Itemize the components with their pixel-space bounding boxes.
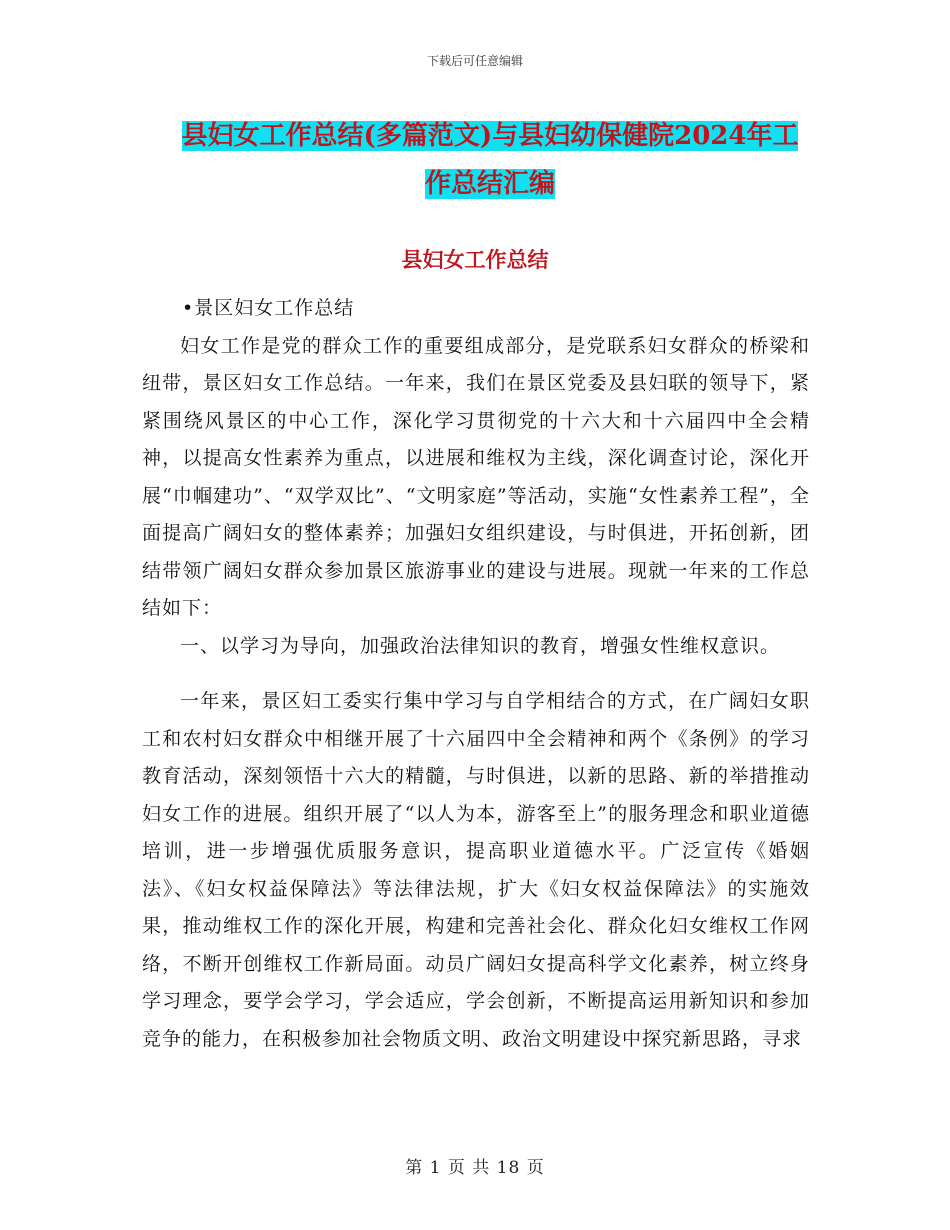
page-footer: 第 1 页 共 18 页 (405, 1158, 545, 1178)
bullet-item: •景区妇女工作总结 (182, 297, 355, 319)
document-body (142, 290, 810, 1058)
title-line-2: 作总结汇编 (424, 169, 555, 199)
paragraph-heading-1: 一、以学习为导向，加强政治法律知识的教育，增强女性维权意识。 (180, 634, 781, 657)
document-title (160, 112, 820, 208)
title-line-1: 县妇女工作总结(多篇范文)与县妇幼保健院2024年工 (181, 121, 799, 151)
paragraph-intro: 妇女工作是党的群众工作的重要组成部分，是党联系妇女群众的桥梁和纽带，景区妇女工作总结。一年来，我们在景区党委及县妇联的领导下，紧紧围绕风景区的中心工作，深化学习贯彻党的十六大和十六届四中全会精神，以提高女性素养为重点，以进展和维权为主线，深化调查讨论，深化开展“巾帼建功”、“双学双比”、“文明家庭”等活动，实施“女性素养工程”，全面提高广阔妇女的整体素养；加强妇女组织建设，与时俱进，开拓创新，团结带领广阔妇女群众参加景区旅游事业的建设与进展。现就一年来的工作总结如下： (142, 334, 810, 619)
header-note: 下载后可任意编辑 (426, 54, 523, 68)
paragraph-body-1: 一年来，景区妇工委实行集中学习与自学相结合的方式，在广阔妇女职工和农村妇女群众中相继开展了十六届四中全会精神和两个《条例》的学习教育活动，深刻领悟十六大的精髓，与时俱进，以新的思路、新的举措推动妇女工作的进展。组织开展了“以人为本，游客至上”的服务理念和职业道德培训，进一步增强优质服务意识，提高职业道德水平。广泛宣传《婚姻法》、《妇女权益保障法》等法律法规，扩大《妇女权益保障法》的实施效果，推动维权工作的深化开展，构建和完善社会化、群众化妇女维权工作网络，不断开创维权工作新局面。动员广阔妇女提高科学文化素养，树立终身学习理念，要学会学习，学会适应，学会创新，不断提高运用新知识和参加竞争的能力，在积极参加社会物质文明、政治文明建设中探究新思路，寻求 (142, 690, 810, 1050)
section-heading: 县妇女工作总结 (401, 247, 549, 272)
